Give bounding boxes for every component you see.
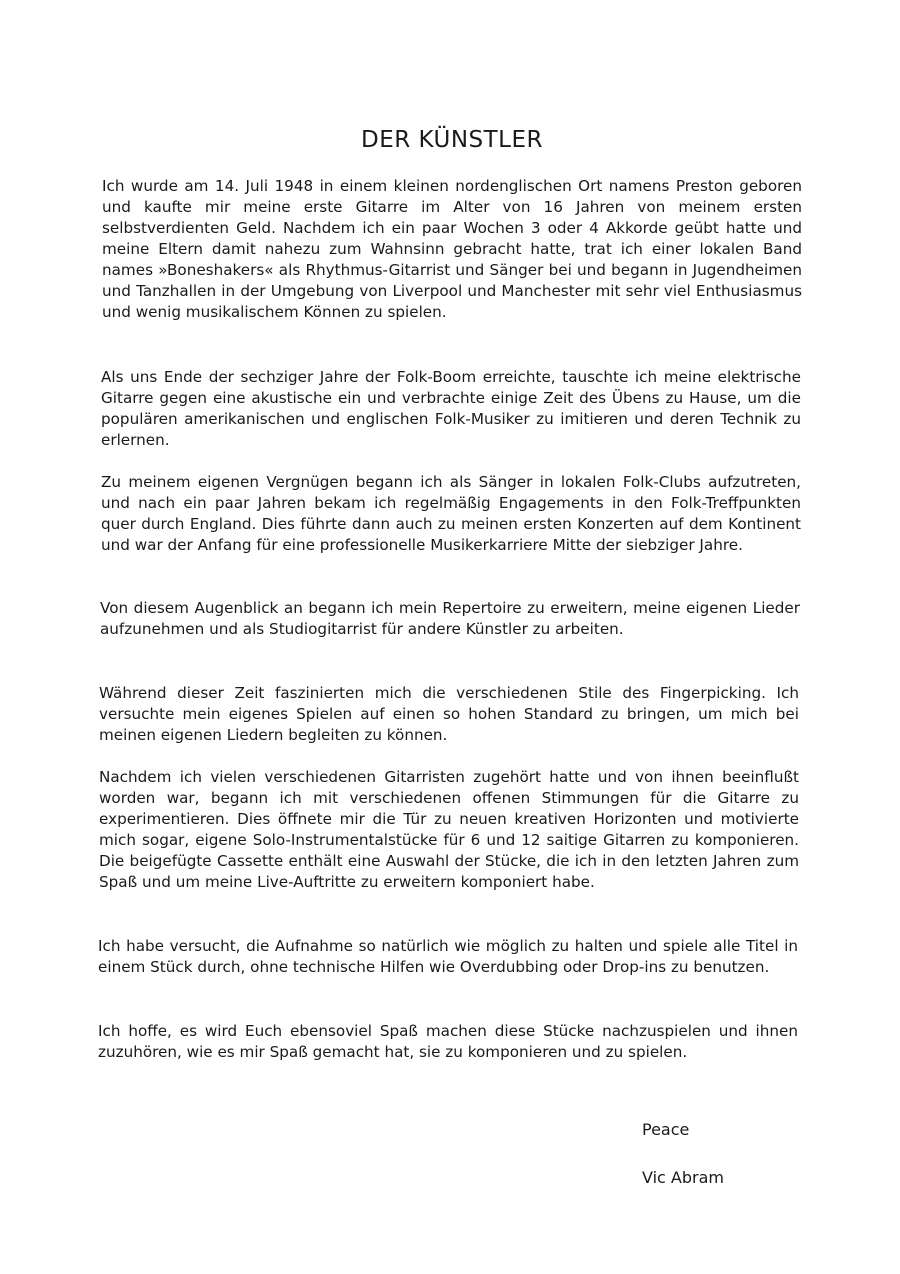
paragraph: Ich hoffe, es wird Euch ebensoviel Spaß machen diese Stücke nachzuspielen und ihnen zuzuhören, wie es mir Spaß gemacht hat, sie zu komponieren und zu spielen. [98,1022,798,1061]
signature-name: Vic Abram [642,1168,724,1187]
paragraph: Ich wurde am 14. Juli 1948 in einem kleinen nordenglischen Ort namens Preston geboren und kaufte mir meine erste Gitarre im Alter von 16 Jahren von meinem ersten selbstverdienten Geld. Nachdem ich ein paar Wochen 3 oder 4 Akkorde geübt hatte und meine Eltern damit nahezu zum Wahnsinn gebracht hatte, trat ich einer lokalen Band names »Boneshakers« als Rhythmus-Gitarrist und Sänger bei und begann in Jugendheimen und Tanzhallen in der Umgebung von Liverpool und Manchester mit sehr viel Enthusiasmus und wenig musikalischem Können zu spielen. [102,177,802,321]
page-title: DER KÜNSTLER [360,127,543,153]
paragraph: Von diesem Augenblick an begann ich mein Repertoire zu erweitern, meine eigenen Lieder aufzunehmen und als Studiogitarrist für andere Künstler zu arbeiten. [100,599,800,638]
paragraph: Als uns Ende der sechziger Jahre der Folk-Boom erreichte, tauschte ich meine elektrische Gitarre gegen eine akustische ein und verbrachte einige Zeit des Übens zu Hause, um die populären amerikanischen und englischen Folk-Musiker zu imitieren und deren Technik zu erlernen. [101,368,801,449]
paragraph: Ich habe versucht, die Aufnahme so natürlich wie möglich zu halten und spiele alle Titel in einem Stück durch, ohne technische Hilfen wie Overdubbing oder Drop-ins zu benutzen. [98,937,798,976]
paragraph: Während dieser Zeit faszinierten mich die verschiedenen Stile des Fingerpicking. Ich versuchte mein eigenes Spielen auf einen so hohen Standard zu bringen, um mich bei meinen eigenen Liedern begleiten zu können. [99,684,799,744]
paragraph: Nachdem ich vielen verschiedenen Gitarristen zugehört hatte und von ihnen beeinflußt worden war, begann ich mit verschiedenen offenen Stimmungen für die Gitarre zu experimentieren. Dies öffnete mir die Tür zu neuen kreativen Horizonten und motivierte mich sogar, eigene Solo-Instrumentalstücke für 6 und 12 saitige Gitarren zu komponieren. Die beigefügte Cassette enthält eine Auswahl der Stücke, die ich in den letzten Jahren zum Spaß und um meine Live-Auftritte zu erweitern komponiert habe. [99,768,799,891]
closing-text: Peace [642,1120,690,1139]
paragraph: Zu meinem eigenen Vergnügen begann ich als Sänger in lokalen Folk-Clubs aufzutreten, und nach ein paar Jahren bekam ich regelmäßig Engagements in den Folk-Treffpunkten quer durch England. Dies führte dann auch zu meinen ersten Konzerten auf dem Kontinent und war der Anfang für eine professionelle Musikerkarriere Mitte der siebziger Jahre. [101,473,801,554]
